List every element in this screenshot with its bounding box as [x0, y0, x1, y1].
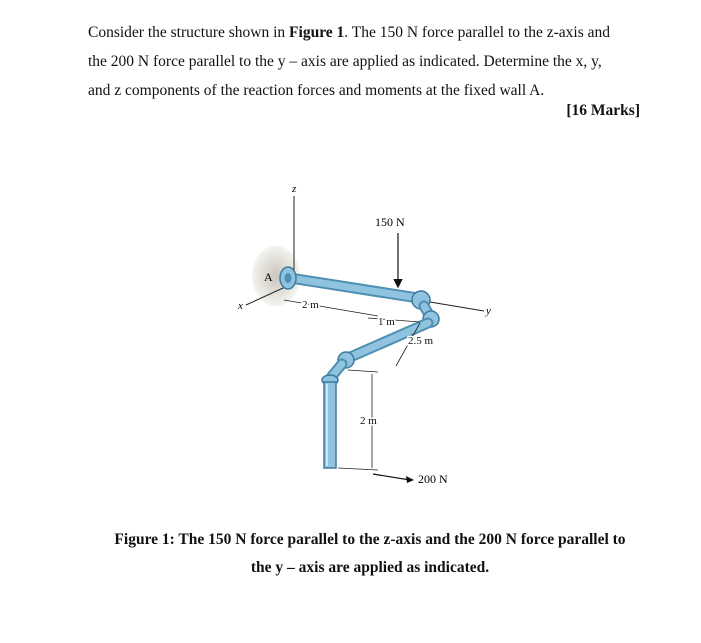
problem-line-1 — [88, 18, 648, 47]
x-axis-label: x — [238, 300, 243, 312]
pipe-segment-vertical — [324, 382, 336, 468]
dim-1m: 1 m — [378, 316, 395, 328]
figure-reference: Figure 1 — [289, 24, 345, 41]
figure-1 — [228, 178, 528, 498]
marks-label: [16 Marks] — [566, 102, 640, 119]
caption-line-2: the y – axis are applied as indicated. — [250, 559, 490, 576]
problem-statement — [88, 18, 648, 105]
line1-post: . The 150 N force parallel to the z-axis and — [344, 24, 610, 41]
dim-2m-upper: 2 m — [302, 299, 319, 311]
force-150n-label: 150 N — [375, 215, 405, 229]
figure-caption — [80, 526, 660, 582]
structure-diagram — [228, 178, 528, 498]
problem-line-3: and z components of the reaction forces and moments at the fixed wall A. — [88, 82, 545, 99]
problem-line-2: the 200 N force parallel to the y – axis are applied as indicated. Determine the x, y, — [88, 53, 602, 70]
dim-2m-vertical: 2 m — [360, 415, 377, 427]
caption-line-1: Figure 1: The 150 N force parallel to the z-axis and the 200 N force parallel to — [114, 531, 626, 548]
force-200n-label: 200 N — [418, 472, 448, 486]
z-axis-label: z — [292, 183, 297, 195]
line1-pre: Consider the structure shown in — [88, 24, 290, 41]
point-a-label: A — [264, 270, 273, 284]
y-axis-label: y — [486, 305, 491, 317]
force-200n-arrow — [373, 474, 410, 480]
dim-2-5m: 2.5 m — [408, 335, 434, 347]
